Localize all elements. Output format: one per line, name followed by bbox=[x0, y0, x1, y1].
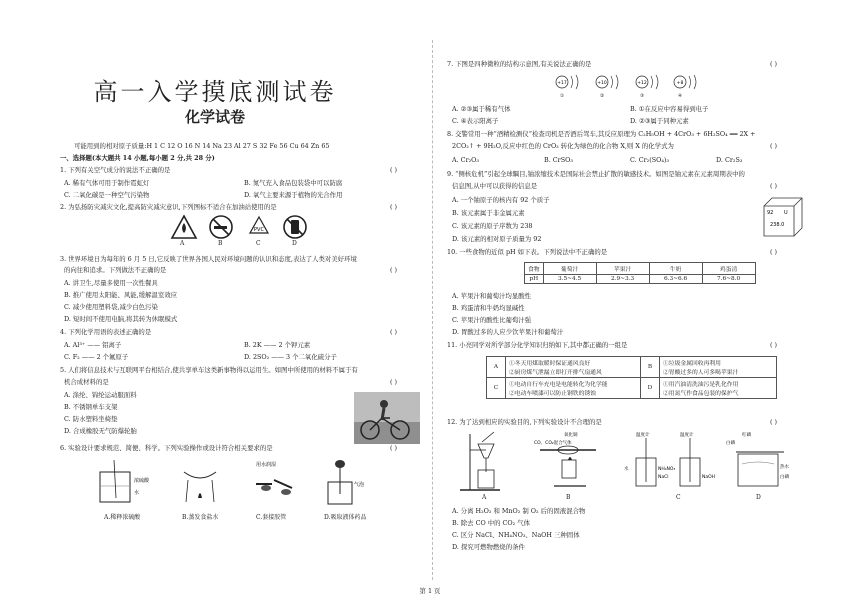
tag-nh4no3: NH₄NO₃ bbox=[658, 467, 676, 472]
q7-answer-paren: ( ) bbox=[770, 60, 778, 68]
q11-a2: ②厨房煤气泄漏立即打开排气扇通风 bbox=[509, 370, 602, 376]
q4-option-c: C. F₂ —— 2 个氟原子 bbox=[64, 353, 129, 361]
q12-stem: 12. 为了达到相应的实验目的,下列实验设计不合理的是 bbox=[447, 418, 602, 426]
particle-4-num: ④ bbox=[677, 94, 683, 98]
q5-option-d: D. 合成橡胶无气防爆轮胎 bbox=[64, 427, 137, 435]
q3-option-a: A. 讲卫生,尽量多使用一次性餐具 bbox=[64, 279, 158, 287]
q7-option-c: C. ④表示阳离子 bbox=[452, 117, 499, 125]
q3-option-c: C. 减少使用塑料袋,减少白色污染 bbox=[64, 303, 158, 311]
q1-option-b: B. 氮气充入食品包装袋中可以防腐 bbox=[244, 179, 343, 187]
q1-option-c: C. 二氧化碳是一种空气污染物 bbox=[64, 191, 150, 199]
pvc-label: PVC bbox=[254, 227, 264, 233]
section-heading: 一、选择题(本大题共 14 小题,每小题 2 分,共 28 分) bbox=[60, 154, 215, 162]
q9-option-b: B. 该元素属于非金属元素 bbox=[452, 209, 525, 217]
flammable-warning-icon bbox=[172, 216, 196, 238]
particle-1-num: ① bbox=[559, 94, 565, 98]
tag-thermometer-2: 温度计 bbox=[680, 433, 694, 438]
table-cell: 鸡蛋清 bbox=[702, 263, 755, 275]
q7-option-a: A. ②③属于稀有气体 bbox=[452, 105, 511, 113]
q11-summary-table bbox=[486, 356, 777, 399]
q8-option-a: A. Cr₂O₃ bbox=[452, 156, 479, 164]
q12-option-c: C. 区分 NaCl、NH₄NO₃、NaOH 三种固体 bbox=[452, 531, 580, 539]
q11-c2: ②电动车喷漆可以防止钢铁的锈蚀 bbox=[509, 391, 596, 397]
cell-atomic-mass: 238.0 bbox=[770, 222, 785, 228]
cell-symbol: U bbox=[784, 210, 788, 216]
column-divider bbox=[432, 40, 433, 580]
table-cell bbox=[506, 357, 641, 378]
q3-stem-line2: 的向往和追求。下列做法不正确的是 bbox=[64, 266, 167, 274]
q6-answer-paren: ( ) bbox=[390, 444, 398, 452]
table-row bbox=[487, 357, 777, 378]
q12-option-a: A. 分离 H₂O₂ 和 MnO₂ 制 O₂ 后的固液混合物 bbox=[452, 507, 586, 515]
atomic-masses: 可能用到的相对原子质量:H 1 C 12 O 16 N 14 Na 23 Al 27 S 32 Fe 56 Cu 64 Zn 65 bbox=[74, 142, 330, 150]
q2-label-b: B bbox=[218, 240, 223, 247]
table-cell: 2.9~3.3 bbox=[596, 275, 649, 284]
q8-option-c: C. Cr₂(SO₄)₃ bbox=[630, 156, 669, 164]
q8-option-b: B. CrSO₃ bbox=[544, 156, 573, 164]
q11-b2: ②胃酸过多的人可多喝苹果汁 bbox=[663, 370, 739, 376]
q5-option-a: A. 涤纶、锦纶运动服面料 bbox=[64, 391, 137, 399]
uranium-element-cell bbox=[760, 196, 804, 238]
tag-nacl: NaCl bbox=[658, 475, 669, 480]
q5-option-c: C. 防水塑料坐椅垫 bbox=[64, 415, 118, 423]
tag-hot-water: 热水 bbox=[780, 465, 789, 470]
q8-stem-line1: 8. 交警常用一种“酒精检测仪”检查司机是否酒后驾车,其反应原理为 C₂H₅OH + 4CrO₃ + 6H₂SO₄ ══ 2X + bbox=[447, 130, 756, 138]
q11-answer-paren: ( ) bbox=[770, 341, 778, 349]
tag-bubble: 气泡 bbox=[354, 482, 365, 488]
tag-white-phosphorus-1: 白磷 bbox=[726, 441, 735, 446]
q5-stem-line2: 机合成材料的是 bbox=[64, 378, 109, 386]
q11-d2: ②用氮气作食品包装的保护气 bbox=[663, 391, 739, 397]
q6-label-a: A.稀释浓硫酸 bbox=[104, 514, 141, 521]
tag-water: 水 bbox=[624, 467, 629, 472]
page-subtitle: 化学试卷 bbox=[184, 108, 245, 126]
q3-option-d: D. 短时间不使用电脑,将其转为休眠模式 bbox=[64, 315, 178, 323]
table-cell: D bbox=[641, 378, 660, 399]
particle-4 bbox=[674, 75, 696, 89]
table-cell: pH bbox=[525, 275, 544, 284]
q4-answer-paren: ( ) bbox=[390, 328, 398, 336]
q4-option-a: A. Al³⁺ —— 铝离子 bbox=[64, 341, 122, 349]
q10-answer-paren: ( ) bbox=[770, 248, 778, 256]
particle-4-charge: +8 bbox=[676, 81, 684, 86]
tag-copper-oxide: 氧化铜 bbox=[564, 433, 578, 438]
tag-white-phosphorus-2: 白磷 bbox=[780, 475, 789, 480]
q2-label-d: D bbox=[292, 240, 297, 247]
table-header-row bbox=[525, 263, 756, 275]
q3-stem-line1: 3. 世界环境日为每年的 6 月 5 日,它反映了世界各国人民对环境问题的认识和态度,表达了人类对美好环境 bbox=[60, 255, 357, 263]
q3-answer-paren: ( ) bbox=[390, 266, 398, 274]
q2-sign-icons bbox=[170, 214, 310, 244]
q10-option-a: A. 苹果汁和葡萄汁均显酸性 bbox=[452, 292, 531, 300]
q8-answer-paren: ( ) bbox=[770, 142, 778, 150]
q11-stem: 11. 小亮同学对所学部分化学知识归纳如下,其中都正确的一组是 bbox=[447, 341, 628, 349]
no-phone-icon bbox=[284, 216, 306, 238]
table-cell: 6.3~6.6 bbox=[649, 275, 702, 284]
q1-answer-paren: ( ) bbox=[390, 166, 398, 174]
q6-label-b: B.蒸发食盐水 bbox=[182, 514, 219, 521]
particle-1 bbox=[556, 75, 578, 89]
q7-stem: 7. 下图是四种微粒的结构示意图,有关说法正确的是 bbox=[447, 60, 592, 68]
q11-b1: ①垃圾金属回收再利用 bbox=[663, 361, 721, 367]
q2-answer-paren: ( ) bbox=[390, 203, 398, 211]
table-cell: 7.6~8.0 bbox=[702, 275, 755, 284]
heating-tube-setup bbox=[534, 431, 596, 486]
q4-option-d: D. 2SO₂ —— 3 个二氧化硫分子 bbox=[244, 353, 337, 361]
table-cell: 3.5~4.5 bbox=[543, 275, 596, 284]
particle-2-num: ② bbox=[599, 94, 605, 98]
q1-option-d: D. 氧气主要来源于植物的光合作用 bbox=[244, 191, 343, 199]
particle-3-num: ③ bbox=[639, 94, 645, 98]
tag-water: 水 bbox=[134, 490, 140, 496]
q6-stem: 6. 实验设计要求规范、简便、科学。下列实验操作或设计符合相关要求的是 bbox=[60, 444, 273, 452]
q9-stem-line2: 信息图,从中可以获得的信息是 bbox=[452, 182, 538, 190]
q12-option-d: D. 探究可燃物燃烧的条件 bbox=[452, 543, 525, 551]
q6-label-c: C.套接胶管 bbox=[256, 514, 287, 521]
table-cell bbox=[660, 378, 777, 399]
particle-2 bbox=[596, 75, 618, 89]
q10-option-d: D. 胃酸过多的人应少饮苹果汁和葡萄汁 bbox=[452, 328, 564, 336]
tag-naoh: NaOH bbox=[702, 475, 716, 480]
tag-red-phosphorus: 红磷 bbox=[742, 433, 751, 438]
q6-label-d: D.吸取液体药品 bbox=[324, 514, 367, 521]
dilute-acid-beaker bbox=[100, 460, 150, 502]
q9-option-d: D. 该元素的相对原子质量为 92 bbox=[452, 235, 542, 243]
q10-stem: 10. 一些食物的近似 pH 如下表。下列说法中不正确的是 bbox=[447, 248, 608, 256]
q1-option-a: A. 稀有气体可用于制作霓虹灯 bbox=[64, 179, 150, 187]
q8-stem-line2: 2CO₂↑ + 9H₂O,反应中红色的 CrO₃ 转化为绿色的化合物 X,则 X 的化学式为 bbox=[452, 142, 674, 150]
table-cell: 苹果汁 bbox=[596, 263, 649, 275]
particle-3 bbox=[636, 75, 658, 89]
combustion-setup bbox=[726, 431, 789, 486]
cell-atomic-number: 92 bbox=[767, 210, 774, 216]
table-row bbox=[487, 378, 777, 399]
table-cell bbox=[506, 378, 641, 399]
q9-option-c: C. 该元素的原子序数为 238 bbox=[452, 222, 533, 230]
q12-label-c: C bbox=[676, 494, 681, 501]
table-cell: B bbox=[641, 357, 660, 378]
evaporating-dish bbox=[184, 472, 216, 502]
q12-answer-paren: ( ) bbox=[770, 418, 778, 426]
table-cell: 葡萄汁 bbox=[543, 263, 596, 275]
q2-label-a: A bbox=[180, 240, 185, 247]
q7-option-d: D. ②③属于同种元素 bbox=[630, 117, 689, 125]
tag-acid: 浓硫酸 bbox=[134, 478, 150, 484]
table-cell: 牛奶 bbox=[649, 263, 702, 275]
q12-label-b: B bbox=[566, 494, 571, 501]
bicycle-photo bbox=[354, 392, 420, 444]
q8-option-d: D. Cr₂S₃ bbox=[716, 156, 743, 164]
table-cell: A bbox=[487, 357, 506, 378]
table-cell: 食物 bbox=[525, 263, 544, 275]
q7-option-b: B. ①在反应中容易得到电子 bbox=[630, 105, 709, 113]
dissolution-setup bbox=[624, 431, 715, 486]
particle-1-charge: +17 bbox=[557, 81, 567, 86]
tube-connection bbox=[256, 461, 292, 495]
q9-option-a: A. 一个铀原子的核内有 92 个质子 bbox=[452, 196, 550, 204]
q6-apparatus-drawings bbox=[92, 458, 412, 508]
table-cell: C bbox=[487, 378, 506, 399]
q2-label-c: C bbox=[256, 240, 261, 247]
dropper-bottle bbox=[328, 460, 364, 504]
particle-3-charge: +12 bbox=[637, 81, 647, 86]
filtration-setup bbox=[460, 432, 500, 490]
q4-option-b: B. 2K —— 2 个钾元素 bbox=[244, 341, 311, 349]
q5-option-b: B. 不锈钢单车支架 bbox=[64, 403, 118, 411]
table-row bbox=[525, 275, 756, 284]
q1-stem: 1. 下列有关空气成分的说法不正确的是 bbox=[60, 166, 171, 174]
q10-option-b: B. 鸡蛋清和牛奶均显碱性 bbox=[452, 304, 525, 312]
q12-label-a: A bbox=[482, 494, 487, 501]
particle-2-charge: +10 bbox=[597, 81, 607, 86]
q12-option-b: B. 除去 CO 中的 CO₂ 气体 bbox=[452, 519, 531, 527]
page-title: 高一入学摸底测试卷 bbox=[93, 78, 337, 106]
q11-c1: ①电动自行车充电是电能转化为化学能 bbox=[509, 382, 608, 388]
q4-stem: 4. 下列化学用语的表述正确的是 bbox=[60, 328, 152, 336]
table-cell bbox=[660, 357, 777, 378]
no-smoking-icon bbox=[210, 216, 232, 238]
tag-mixed-gas: CO、CO₂混合气体 bbox=[534, 441, 572, 446]
tag-wet: 用水润湿 bbox=[256, 462, 277, 468]
q3-option-b: B. 推广使用太阳能、风能,缓解温室效应 bbox=[64, 291, 178, 299]
q10-option-c: C. 苹果汁的酸性比葡萄汁强 bbox=[452, 316, 532, 324]
q10-ph-table bbox=[524, 262, 756, 284]
q12-apparatus-drawings bbox=[456, 430, 806, 492]
q5-stem-line1: 5. 人们将信息技术与互联网平台相结合,使共享单车这类新事物得以运用生。如图中所使用的材料不属于有 bbox=[60, 366, 358, 374]
recycle-pvc-icon bbox=[250, 217, 268, 233]
q2-stem: 2. 为弘扬防灾减灾文化,提高防灾减灾意识,下列图标不适合在加油站使用的是 bbox=[60, 203, 277, 211]
q9-answer-paren: ( ) bbox=[770, 182, 778, 190]
q11-a1: ①冬天用煤取暖时保证通风良好 bbox=[509, 361, 591, 367]
tag-thermometer-1: 温度计 bbox=[636, 433, 650, 438]
q9-stem-line1: 9. “侧核危机”引起全球瞩目,铀浓缩技术是国际社会禁止扩散的敏感技术。如图是铀元素在元素周期表中的 bbox=[447, 170, 745, 178]
q11-d1: ①用汽油清洗油污是乳化作用 bbox=[663, 382, 739, 388]
q7-particle-diagrams bbox=[552, 72, 702, 98]
q12-label-d: D bbox=[756, 494, 761, 501]
q5-answer-paren: ( ) bbox=[390, 378, 398, 386]
page-number: 第 1 页 bbox=[419, 587, 441, 595]
